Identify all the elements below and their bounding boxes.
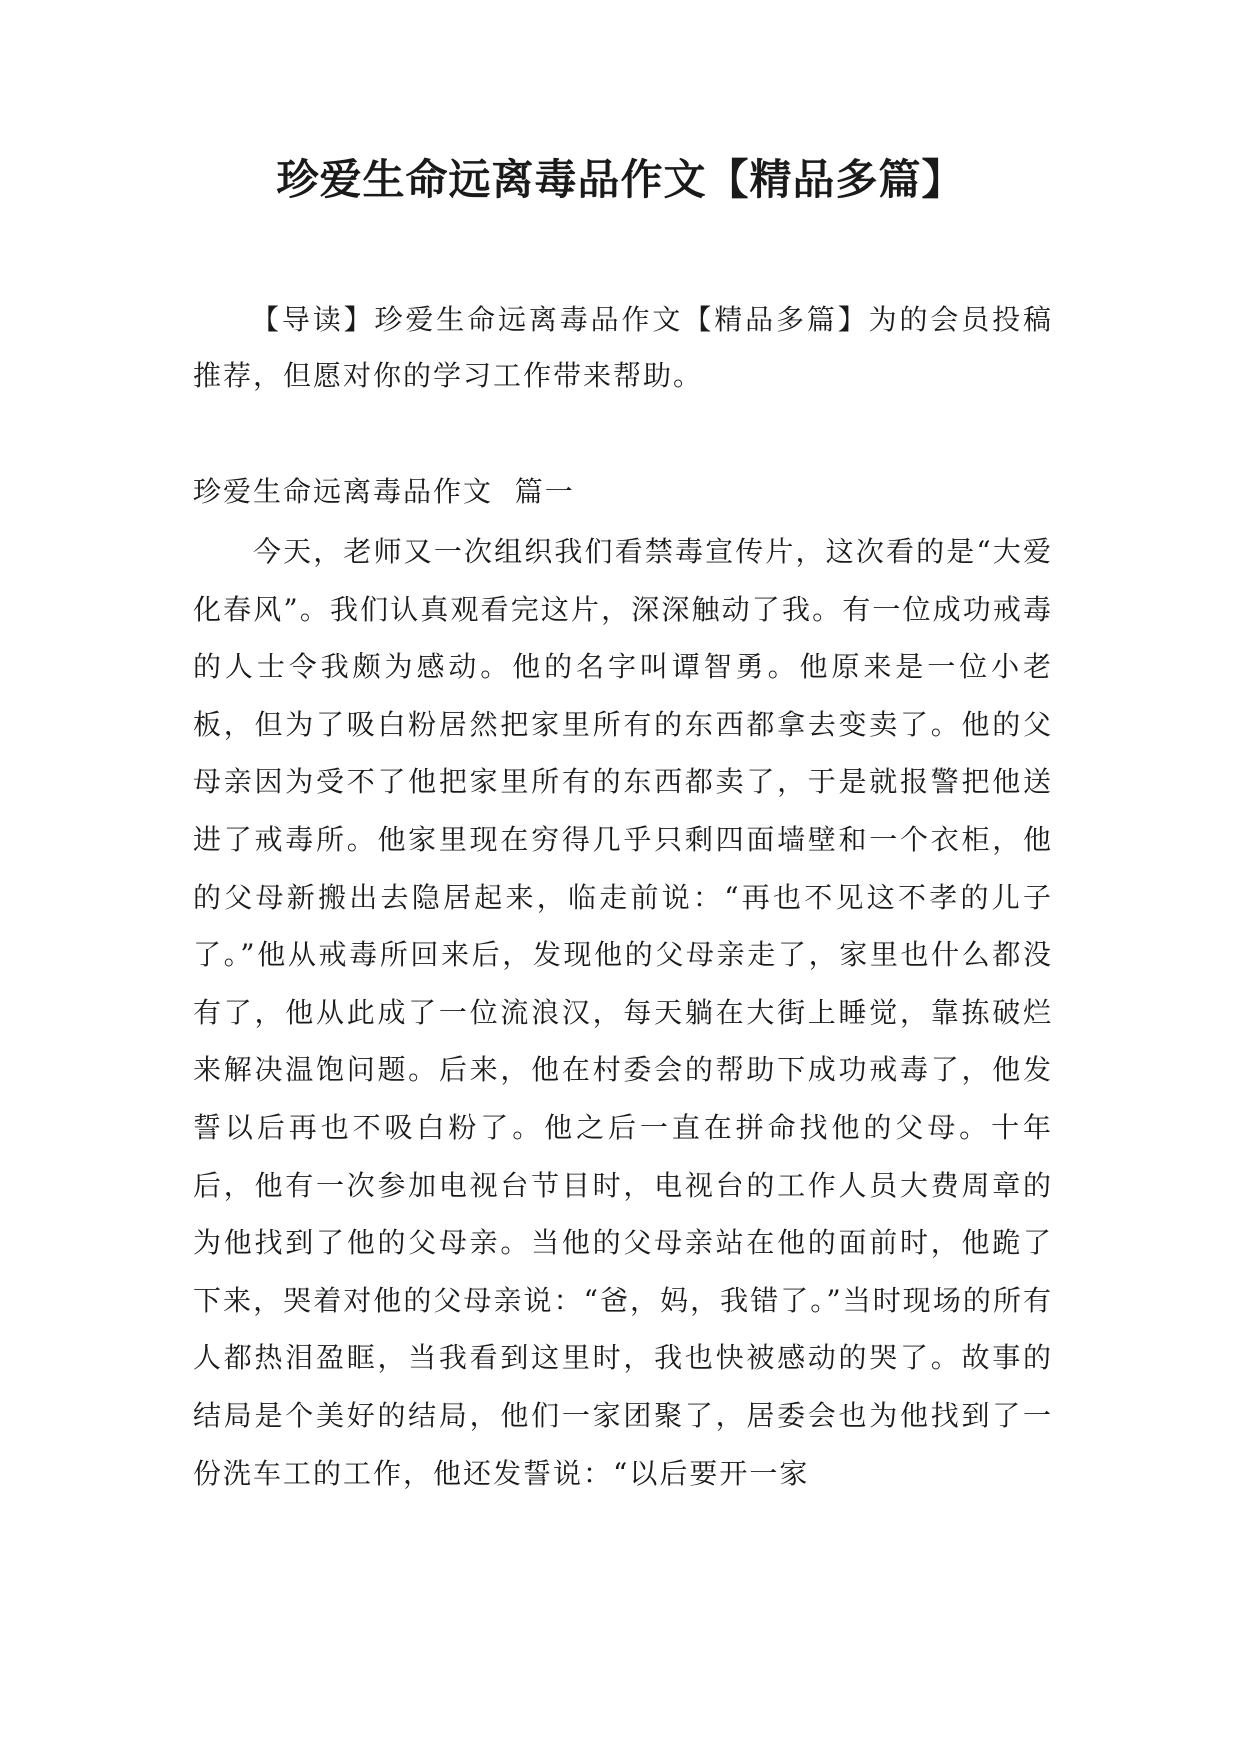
document-title: 珍爱生命远离毒品作文【精品多篇】 [276,155,965,204]
intro-paragraph: 【导读】珍爱生命远离毒品作文【精品多篇】为的会员投稿推荐，但愿对你的学习工作带来帮助。 [193,303,1053,392]
section-heading: 珍爱生命远离毒品作文 篇一 [193,475,575,508]
body-paragraph: 今天，老师又一次组织我们看禁毒宣传片，这次看的是“大爱化春风”。我们认真观看完这片，深深触动了我。有一位成功戒毒的人士令我颇为感动。他的名字叫谭智勇。他原来是一位小老板，但为了吸白粉居然把家里所有的东西都拿去变卖了。他的父母亲因为受不了他把家里所有的东西都卖了，于是就报警把他送进了戒毒所。他家里现在穷得几乎只剩四面墙壁和一个衣柜，他的父母新搬出去隐居起来，临走前说：“再也不见这不孝的儿子了。”他从戒毒所回来后，发现他的父母亲走了，家里也什么都没有了，他从此成了一位流浪汉，每天躺在大街上睡觉，靠拣破烂来解决温饱问题。后来，他在村委会的帮助下成功戒毒了，他发誓以后再也不吸白粉了。他之后一直在拼命找他的父母。十年后，他有一次参加电视台节目时，电视台的工作人员大费周章的为他找到了他的父母亲。当他的父母亲站在他的面前时，他跪了下来，哭着对他的父母亲说：“爸，妈，我错了。”当时现场的所有人都热泪盈眶，当我看到这里时，我也快被感动的哭了。故事的结局是个美好的结局，他们一家团聚了，居委会也为他找到了一份洗车工的工作，他还发誓说：“以后要开一家 [193,535,1053,1490]
